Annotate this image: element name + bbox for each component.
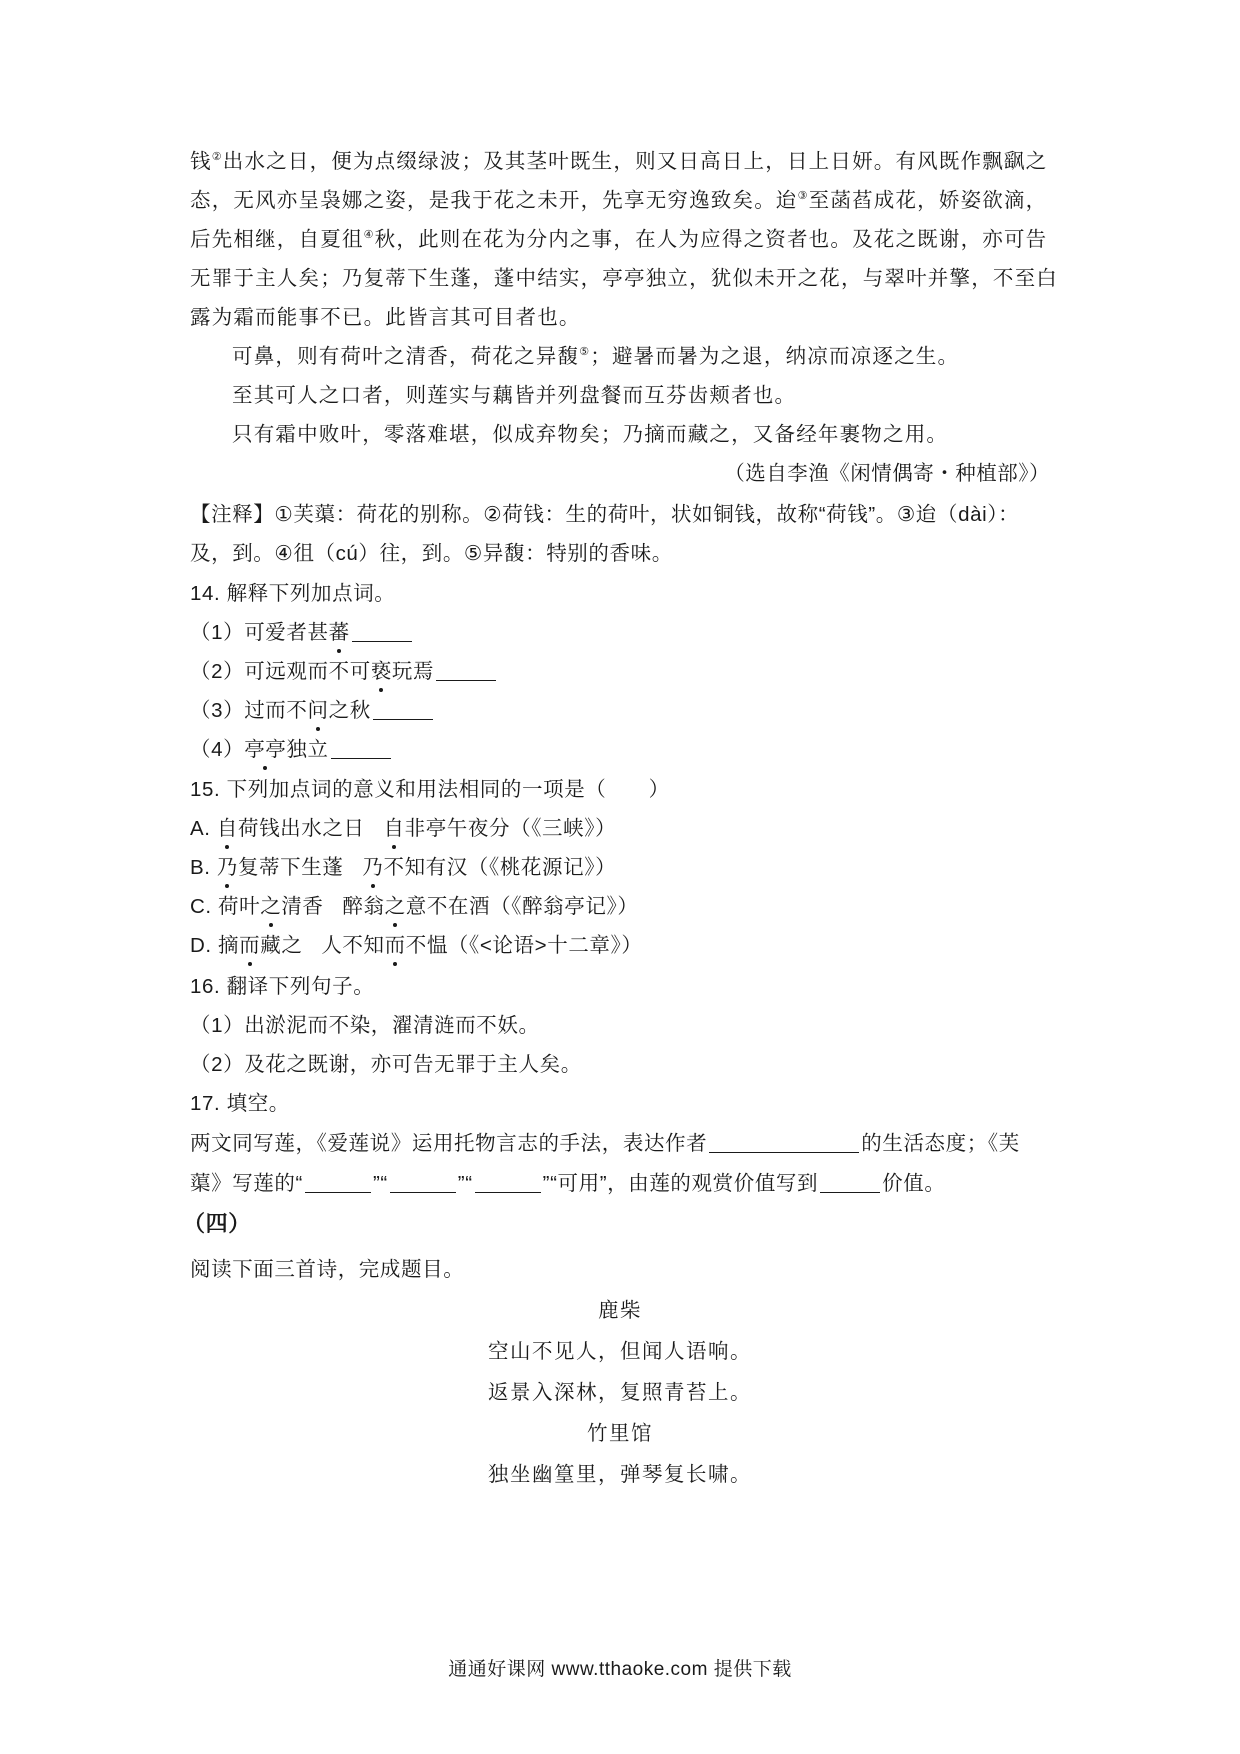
answer-blank[interactable] (820, 1172, 880, 1193)
notes-line-2: 及，到。④徂（cú）往，到。⑤异馥：特别的香味。 (190, 542, 673, 565)
text-line-4: 无罪于主人矣；乃复蒂下生蓬，蓬中结实，亭亭独立，犹似未开之花，与翠叶并擎，不至白 (190, 266, 1058, 290)
q14-item-4: （4）亭亭独立 (190, 736, 393, 764)
q15-option-a[interactable]: A. 自荷钱出水之日 自非亭午夜分（《三峡》） (190, 815, 616, 843)
section-heading: （四） (183, 1211, 251, 1236)
section-intro: 阅读下面三首诗，完成题目。 (190, 1258, 465, 1281)
q15-option-c[interactable]: C. 荷叶之清香 醉翁之意不在酒（《醉翁亭记》） (190, 893, 638, 921)
page-footer: 通通好课网 www.tthaoke.com 提供下载 (448, 1659, 792, 1680)
q17-title: 17. 填空。 (190, 1092, 290, 1115)
answer-blank[interactable] (352, 621, 412, 642)
answer-blank[interactable] (709, 1132, 859, 1153)
q15-option-b[interactable]: B. 乃复蒂下生蓬 乃不知有汉（《桃花源记》） (190, 854, 616, 882)
answer-blank[interactable] (390, 1172, 456, 1193)
answer-blank[interactable] (305, 1172, 371, 1193)
answer-blank[interactable] (436, 660, 496, 681)
q16-title: 16. 翻译下列句子。 (190, 975, 375, 998)
q14-item-3: （3）过而不问之秋 (190, 697, 435, 725)
q17-line-1: 两文同写莲，《爱莲说》运用托物言志的手法，表达作者 的生活态度；《芙 (190, 1132, 1020, 1155)
source-citation: （选自李渔《闲情偶寄・种植部》） (724, 461, 1050, 485)
poem-line: 返景入深林，复照青苔上。 (488, 1380, 752, 1404)
poem-line: 独坐幽篁里，弹琴复长啸。 (488, 1462, 752, 1486)
answer-blank[interactable] (331, 738, 391, 759)
poem-title-luzhai: 鹿柴 (598, 1298, 642, 1322)
answer-blank[interactable] (475, 1172, 541, 1193)
text-line-5: 露为霜而能事不已。此皆言其可目者也。 (190, 305, 581, 329)
q15-title: 15. 下列加点词的意义和用法相同的一项是（ ） (190, 778, 670, 801)
answer-blank[interactable] (373, 699, 433, 720)
notes-line-1: 【注释】①芙蕖：荷花的别称。②荷钱：生的荷叶，状如铜钱，故称“荷钱”。③迨（dài）： (190, 503, 1020, 526)
text-line-1: 钱②出水之日，便为点缀绿波；及其茎叶既生，则又日高日上，日上日妍。有风既作飘飖之 (190, 149, 1048, 173)
poem-line: 空山不见人，但闻人语响。 (488, 1339, 752, 1363)
q15-option-d[interactable]: D. 摘而藏之 人不知而不愠（《<论语>十二章》） (190, 932, 642, 960)
text-line-3: 后先相继，自夏徂④秋，此则在花为分内之事，在人为应得之资者也。及花之既谢，亦可告 (190, 227, 1048, 251)
q16-item-1: （1）出淤泥而不染，濯清涟而不妖。 (190, 1014, 540, 1037)
paragraph-nose: 可鼻，则有荷叶之清香，荷花之异馥⑤；避暑而暑为之退，纳凉而凉逐之生。 (232, 344, 960, 368)
poem-title-zhuliguan: 竹里馆 (587, 1421, 653, 1445)
q14-item-2: （2）可远观而不可亵玩焉 (190, 658, 498, 686)
q14-item-1: （1）可爱者甚蕃 (190, 619, 414, 647)
q14-title: 14. 解释下列加点词。 (190, 582, 396, 605)
paragraph-use: 只有霜中败叶，零落难堪，似成弃物矣；乃摘而藏之，又备经年裹物之用。 (232, 422, 949, 446)
q17-line-2: 蕖》写莲的“ ”“ ”“ ”“可用”，由莲的观赏价值写到 价值。 (190, 1172, 946, 1195)
paragraph-mouth: 至其可人之口者，则莲实与藕皆并列盘餐而互芬齿颊者也。 (232, 383, 797, 407)
q16-item-2: （2）及花之既谢，亦可告无罪于主人矣。 (190, 1053, 582, 1076)
text-line-2: 态，无风亦呈袅娜之姿，是我于花之未开，先享无穷逸致矣。迨③至菡萏成花，娇姿欲滴， (190, 188, 1048, 212)
